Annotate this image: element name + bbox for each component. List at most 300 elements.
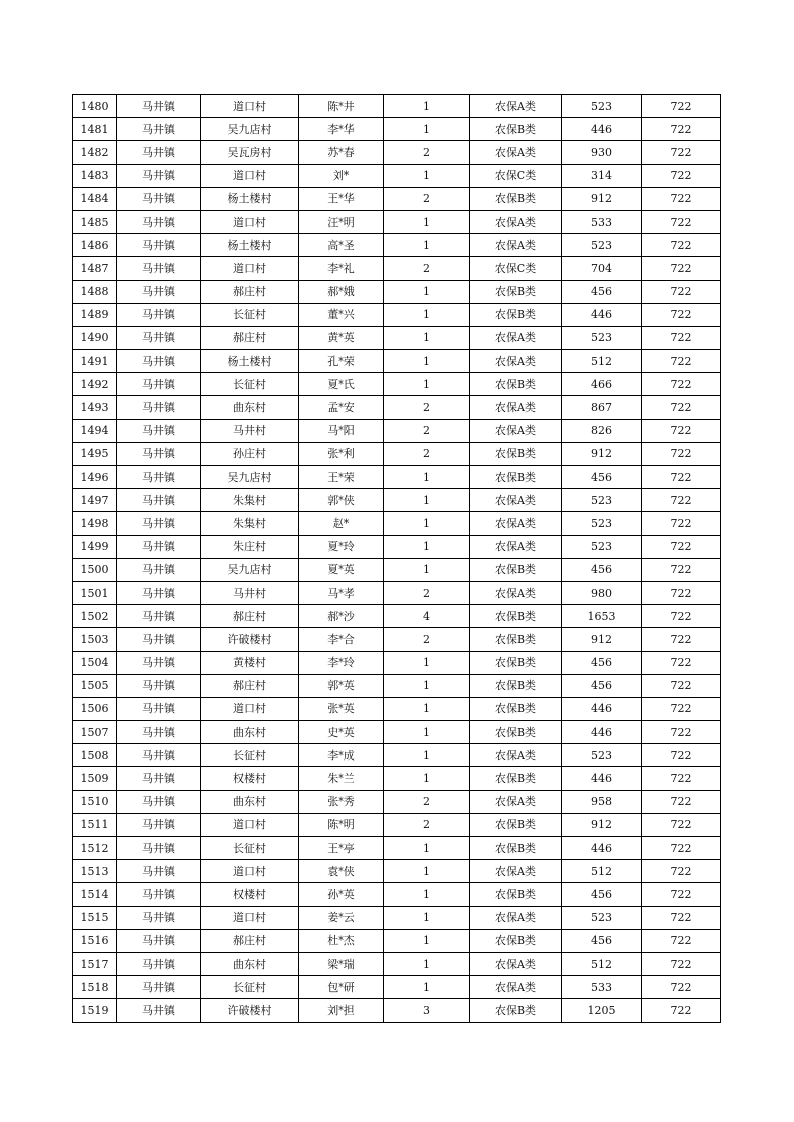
town-cell: 马井镇: [117, 883, 201, 906]
category-cell: 农保B类: [470, 767, 562, 790]
serial-cell: 1494: [73, 419, 117, 442]
serial-cell: 1485: [73, 210, 117, 233]
standard-cell: 722: [642, 257, 721, 280]
standard-cell: 722: [642, 790, 721, 813]
name-cell: 刘*: [299, 164, 384, 187]
serial-cell: 1480: [73, 95, 117, 118]
village-cell: 朱集村: [201, 489, 299, 512]
household-size-cell: 1: [384, 906, 470, 929]
amount-cell: 466: [562, 373, 642, 396]
serial-cell: 1492: [73, 373, 117, 396]
name-cell: 梁*瑞: [299, 952, 384, 975]
table-row: [73, 234, 721, 257]
town-cell: 马井镇: [117, 326, 201, 349]
table-row: [73, 164, 721, 187]
category-cell: 农保A类: [470, 419, 562, 442]
table-row: [73, 999, 721, 1022]
category-cell: 农保B类: [470, 118, 562, 141]
household-size-cell: 1: [384, 837, 470, 860]
town-cell: 马井镇: [117, 141, 201, 164]
table-row: [73, 118, 721, 141]
serial-cell: 1482: [73, 141, 117, 164]
name-cell: 王*亭: [299, 837, 384, 860]
name-cell: 郝*沙: [299, 605, 384, 628]
serial-cell: 1512: [73, 837, 117, 860]
table-row: [73, 952, 721, 975]
village-cell: 郝庄村: [201, 605, 299, 628]
household-size-cell: 1: [384, 860, 470, 883]
household-size-cell: 1: [384, 976, 470, 999]
standard-cell: 722: [642, 581, 721, 604]
amount-cell: 1653: [562, 605, 642, 628]
village-cell: 马井村: [201, 419, 299, 442]
town-cell: 马井镇: [117, 280, 201, 303]
name-cell: 夏*英: [299, 558, 384, 581]
serial-cell: 1509: [73, 767, 117, 790]
town-cell: 马井镇: [117, 210, 201, 233]
town-cell: 马井镇: [117, 257, 201, 280]
village-cell: 吴九店村: [201, 118, 299, 141]
amount-cell: 533: [562, 976, 642, 999]
standard-cell: 722: [642, 999, 721, 1022]
household-size-cell: 1: [384, 373, 470, 396]
amount-cell: 867: [562, 396, 642, 419]
village-cell: 郝庄村: [201, 674, 299, 697]
town-cell: 马井镇: [117, 813, 201, 836]
table-row: [73, 280, 721, 303]
household-size-cell: 2: [384, 442, 470, 465]
amount-cell: 704: [562, 257, 642, 280]
village-cell: 郝庄村: [201, 326, 299, 349]
village-cell: 曲东村: [201, 952, 299, 975]
town-cell: 马井镇: [117, 790, 201, 813]
standard-cell: 722: [642, 466, 721, 489]
name-cell: 朱*兰: [299, 767, 384, 790]
table-row: [73, 558, 721, 581]
amount-cell: 912: [562, 813, 642, 836]
village-cell: 长征村: [201, 976, 299, 999]
serial-cell: 1495: [73, 442, 117, 465]
standard-cell: 722: [642, 373, 721, 396]
town-cell: 马井镇: [117, 605, 201, 628]
serial-cell: 1500: [73, 558, 117, 581]
category-cell: 农保B类: [470, 999, 562, 1022]
household-size-cell: 1: [384, 280, 470, 303]
household-size-cell: 4: [384, 605, 470, 628]
table-row: [73, 976, 721, 999]
table-row: [73, 581, 721, 604]
standard-cell: 722: [642, 280, 721, 303]
name-cell: 王*华: [299, 187, 384, 210]
category-cell: 农保A类: [470, 350, 562, 373]
assistance-table: [72, 94, 721, 1023]
category-cell: 农保B类: [470, 605, 562, 628]
standard-cell: 722: [642, 605, 721, 628]
household-size-cell: 1: [384, 929, 470, 952]
serial-cell: 1490: [73, 326, 117, 349]
serial-cell: 1517: [73, 952, 117, 975]
amount-cell: 512: [562, 350, 642, 373]
category-cell: 农保B类: [470, 558, 562, 581]
town-cell: 马井镇: [117, 721, 201, 744]
village-cell: 马井村: [201, 581, 299, 604]
village-cell: 长征村: [201, 373, 299, 396]
amount-cell: 523: [562, 512, 642, 535]
town-cell: 马井镇: [117, 234, 201, 257]
village-cell: 许破楼村: [201, 628, 299, 651]
amount-cell: 446: [562, 303, 642, 326]
serial-cell: 1502: [73, 605, 117, 628]
serial-cell: 1516: [73, 929, 117, 952]
household-size-cell: 2: [384, 790, 470, 813]
household-size-cell: 1: [384, 164, 470, 187]
serial-cell: 1510: [73, 790, 117, 813]
village-cell: 吴九店村: [201, 466, 299, 489]
category-cell: 农保A类: [470, 860, 562, 883]
amount-cell: 523: [562, 906, 642, 929]
amount-cell: 456: [562, 883, 642, 906]
amount-cell: 958: [562, 790, 642, 813]
table-row: [73, 605, 721, 628]
category-cell: 农保B类: [470, 280, 562, 303]
household-size-cell: 1: [384, 767, 470, 790]
village-cell: 曲东村: [201, 396, 299, 419]
name-cell: 董*兴: [299, 303, 384, 326]
standard-cell: 722: [642, 721, 721, 744]
serial-cell: 1508: [73, 744, 117, 767]
category-cell: 农保C类: [470, 257, 562, 280]
table-row: [73, 837, 721, 860]
village-cell: 杨土楼村: [201, 234, 299, 257]
serial-cell: 1503: [73, 628, 117, 651]
town-cell: 马井镇: [117, 535, 201, 558]
category-cell: 农保B类: [470, 187, 562, 210]
village-cell: 许破楼村: [201, 999, 299, 1022]
amount-cell: 533: [562, 210, 642, 233]
standard-cell: 722: [642, 744, 721, 767]
household-size-cell: 2: [384, 396, 470, 419]
household-size-cell: 1: [384, 303, 470, 326]
category-cell: 农保B类: [470, 674, 562, 697]
table-row: [73, 442, 721, 465]
household-size-cell: 1: [384, 234, 470, 257]
table-row: [73, 512, 721, 535]
household-size-cell: 2: [384, 581, 470, 604]
household-size-cell: 1: [384, 697, 470, 720]
table-row: [73, 651, 721, 674]
name-cell: 孙*英: [299, 883, 384, 906]
name-cell: 夏*玲: [299, 535, 384, 558]
town-cell: 马井镇: [117, 164, 201, 187]
town-cell: 马井镇: [117, 976, 201, 999]
household-size-cell: 1: [384, 210, 470, 233]
category-cell: 农保B类: [470, 883, 562, 906]
name-cell: 张*英: [299, 697, 384, 720]
category-cell: 农保B类: [470, 442, 562, 465]
table-row: [73, 419, 721, 442]
village-cell: 长征村: [201, 837, 299, 860]
standard-cell: 722: [642, 187, 721, 210]
category-cell: 农保A类: [470, 489, 562, 512]
household-size-cell: 1: [384, 535, 470, 558]
town-cell: 马井镇: [117, 744, 201, 767]
name-cell: 史*英: [299, 721, 384, 744]
town-cell: 马井镇: [117, 187, 201, 210]
village-cell: 吴瓦房村: [201, 141, 299, 164]
serial-cell: 1481: [73, 118, 117, 141]
amount-cell: 512: [562, 952, 642, 975]
town-cell: 马井镇: [117, 581, 201, 604]
serial-cell: 1483: [73, 164, 117, 187]
table-row: [73, 95, 721, 118]
household-size-cell: 1: [384, 558, 470, 581]
name-cell: 王*荣: [299, 466, 384, 489]
table-row: [73, 141, 721, 164]
amount-cell: 456: [562, 558, 642, 581]
table-row: [73, 210, 721, 233]
serial-cell: 1505: [73, 674, 117, 697]
amount-cell: 456: [562, 674, 642, 697]
standard-cell: 722: [642, 929, 721, 952]
table-row: [73, 674, 721, 697]
town-cell: 马井镇: [117, 697, 201, 720]
household-size-cell: 1: [384, 721, 470, 744]
serial-cell: 1484: [73, 187, 117, 210]
category-cell: 农保B类: [470, 697, 562, 720]
table-row: [73, 326, 721, 349]
standard-cell: 722: [642, 396, 721, 419]
town-cell: 马井镇: [117, 860, 201, 883]
serial-cell: 1519: [73, 999, 117, 1022]
table-row: [73, 466, 721, 489]
amount-cell: 456: [562, 280, 642, 303]
name-cell: 孟*安: [299, 396, 384, 419]
name-cell: 夏*氏: [299, 373, 384, 396]
table-row: [73, 489, 721, 512]
table-row: [73, 396, 721, 419]
town-cell: 马井镇: [117, 999, 201, 1022]
serial-cell: 1496: [73, 466, 117, 489]
village-cell: 朱庄村: [201, 535, 299, 558]
amount-cell: 523: [562, 234, 642, 257]
village-cell: 郝庄村: [201, 929, 299, 952]
amount-cell: 523: [562, 535, 642, 558]
village-cell: 道口村: [201, 210, 299, 233]
standard-cell: 722: [642, 535, 721, 558]
town-cell: 马井镇: [117, 303, 201, 326]
household-size-cell: 1: [384, 512, 470, 535]
name-cell: 张*利: [299, 442, 384, 465]
category-cell: 农保A类: [470, 952, 562, 975]
standard-cell: 722: [642, 883, 721, 906]
serial-cell: 1511: [73, 813, 117, 836]
table-row: [73, 790, 721, 813]
standard-cell: 722: [642, 837, 721, 860]
name-cell: 李*礼: [299, 257, 384, 280]
table-row: [73, 860, 721, 883]
household-size-cell: 3: [384, 999, 470, 1022]
name-cell: 陈*井: [299, 95, 384, 118]
household-size-cell: 2: [384, 141, 470, 164]
town-cell: 马井镇: [117, 767, 201, 790]
name-cell: 赵*: [299, 512, 384, 535]
town-cell: 马井镇: [117, 929, 201, 952]
category-cell: 农保A类: [470, 906, 562, 929]
category-cell: 农保A类: [470, 744, 562, 767]
standard-cell: 722: [642, 118, 721, 141]
standard-cell: 722: [642, 813, 721, 836]
category-cell: 农保C类: [470, 164, 562, 187]
village-cell: 长征村: [201, 744, 299, 767]
name-cell: 张*秀: [299, 790, 384, 813]
standard-cell: 722: [642, 651, 721, 674]
household-size-cell: 2: [384, 419, 470, 442]
village-cell: 权楼村: [201, 883, 299, 906]
standard-cell: 722: [642, 303, 721, 326]
serial-cell: 1486: [73, 234, 117, 257]
name-cell: 郭*英: [299, 674, 384, 697]
household-size-cell: 1: [384, 674, 470, 697]
standard-cell: 722: [642, 210, 721, 233]
village-cell: 曲东村: [201, 721, 299, 744]
town-cell: 马井镇: [117, 674, 201, 697]
name-cell: 郝*娥: [299, 280, 384, 303]
household-size-cell: 1: [384, 466, 470, 489]
standard-cell: 722: [642, 628, 721, 651]
category-cell: 农保B类: [470, 837, 562, 860]
serial-cell: 1515: [73, 906, 117, 929]
amount-cell: 912: [562, 187, 642, 210]
standard-cell: 722: [642, 442, 721, 465]
table-row: [73, 628, 721, 651]
table-row: [73, 697, 721, 720]
name-cell: 郭*侠: [299, 489, 384, 512]
town-cell: 马井镇: [117, 466, 201, 489]
amount-cell: 512: [562, 860, 642, 883]
village-cell: 道口村: [201, 95, 299, 118]
standard-cell: 722: [642, 512, 721, 535]
town-cell: 马井镇: [117, 558, 201, 581]
village-cell: 曲东村: [201, 790, 299, 813]
amount-cell: 314: [562, 164, 642, 187]
amount-cell: 912: [562, 628, 642, 651]
town-cell: 马井镇: [117, 419, 201, 442]
village-cell: 权楼村: [201, 767, 299, 790]
household-size-cell: 1: [384, 118, 470, 141]
table-body: [73, 95, 721, 1023]
household-size-cell: 2: [384, 257, 470, 280]
household-size-cell: 2: [384, 628, 470, 651]
name-cell: 高*圣: [299, 234, 384, 257]
table-row: [73, 721, 721, 744]
serial-cell: 1501: [73, 581, 117, 604]
household-size-cell: 1: [384, 651, 470, 674]
serial-cell: 1506: [73, 697, 117, 720]
name-cell: 黄*英: [299, 326, 384, 349]
name-cell: 陈*明: [299, 813, 384, 836]
category-cell: 农保A类: [470, 95, 562, 118]
standard-cell: 722: [642, 697, 721, 720]
category-cell: 农保A类: [470, 512, 562, 535]
town-cell: 马井镇: [117, 952, 201, 975]
serial-cell: 1489: [73, 303, 117, 326]
category-cell: 农保A类: [470, 326, 562, 349]
category-cell: 农保A类: [470, 396, 562, 419]
serial-cell: 1507: [73, 721, 117, 744]
serial-cell: 1493: [73, 396, 117, 419]
category-cell: 农保B类: [470, 651, 562, 674]
amount-cell: 1205: [562, 999, 642, 1022]
standard-cell: 722: [642, 419, 721, 442]
standard-cell: 722: [642, 558, 721, 581]
amount-cell: 456: [562, 651, 642, 674]
standard-cell: 722: [642, 141, 721, 164]
standard-cell: 722: [642, 952, 721, 975]
name-cell: 孔*荣: [299, 350, 384, 373]
name-cell: 马*孝: [299, 581, 384, 604]
household-size-cell: 2: [384, 187, 470, 210]
village-cell: 朱集村: [201, 512, 299, 535]
village-cell: 杨土楼村: [201, 187, 299, 210]
town-cell: 马井镇: [117, 118, 201, 141]
town-cell: 马井镇: [117, 442, 201, 465]
name-cell: 李*合: [299, 628, 384, 651]
household-size-cell: 1: [384, 350, 470, 373]
category-cell: 农保A类: [470, 234, 562, 257]
category-cell: 农保B类: [470, 373, 562, 396]
name-cell: 刘*担: [299, 999, 384, 1022]
town-cell: 马井镇: [117, 350, 201, 373]
table-row: [73, 929, 721, 952]
amount-cell: 930: [562, 141, 642, 164]
village-cell: 郝庄村: [201, 280, 299, 303]
category-cell: 农保B类: [470, 929, 562, 952]
table-row: [73, 187, 721, 210]
table-row: [73, 744, 721, 767]
standard-cell: 722: [642, 860, 721, 883]
table-row: [73, 535, 721, 558]
serial-cell: 1514: [73, 883, 117, 906]
amount-cell: 523: [562, 95, 642, 118]
village-cell: 道口村: [201, 164, 299, 187]
name-cell: 包*研: [299, 976, 384, 999]
village-cell: 道口村: [201, 860, 299, 883]
serial-cell: 1491: [73, 350, 117, 373]
serial-cell: 1504: [73, 651, 117, 674]
town-cell: 马井镇: [117, 512, 201, 535]
table-row: [73, 883, 721, 906]
serial-cell: 1513: [73, 860, 117, 883]
amount-cell: 523: [562, 326, 642, 349]
household-size-cell: 1: [384, 952, 470, 975]
category-cell: 农保B类: [470, 303, 562, 326]
name-cell: 袁*侠: [299, 860, 384, 883]
village-cell: 道口村: [201, 813, 299, 836]
amount-cell: 446: [562, 721, 642, 744]
town-cell: 马井镇: [117, 906, 201, 929]
amount-cell: 446: [562, 767, 642, 790]
category-cell: 农保A类: [470, 790, 562, 813]
name-cell: 李*成: [299, 744, 384, 767]
amount-cell: 912: [562, 442, 642, 465]
name-cell: 姜*云: [299, 906, 384, 929]
village-cell: 道口村: [201, 906, 299, 929]
table-row: [73, 767, 721, 790]
amount-cell: 523: [562, 744, 642, 767]
amount-cell: 446: [562, 837, 642, 860]
household-size-cell: 1: [384, 95, 470, 118]
town-cell: 马井镇: [117, 373, 201, 396]
